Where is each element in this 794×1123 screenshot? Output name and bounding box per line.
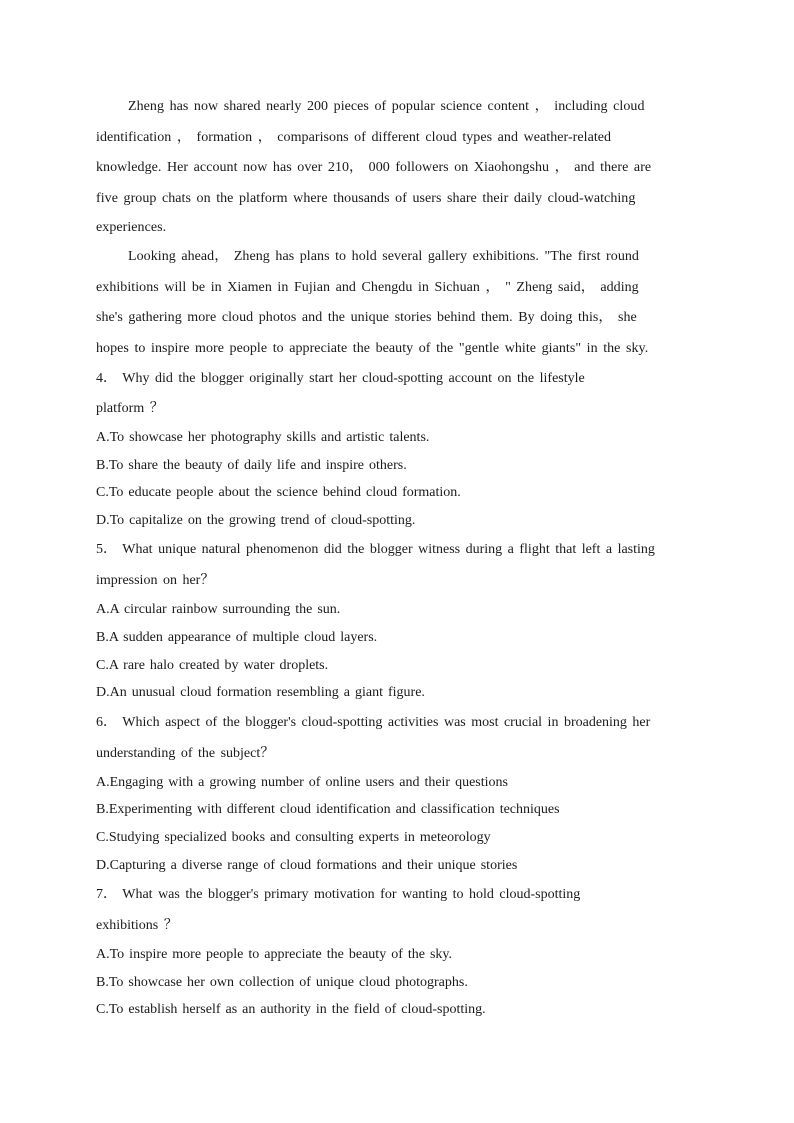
question-5 — [96, 534, 696, 706]
answer-option[interactable]: B.A sudden appearance of multiple cloud layers. — [96, 629, 378, 645]
answer-option[interactable]: B.Experimenting with different cloud identification and classification techniques — [96, 802, 560, 818]
passage-line: experiences. — [96, 220, 167, 235]
answer-option[interactable]: C.Studying specialized books and consulting experts in meteorology — [96, 829, 491, 845]
answer-option[interactable]: D.Capturing a diverse range of cloud formations and their unique stories — [96, 857, 518, 873]
passage-line: hopes to inspire more people to appreciate the beauty of the "gentle white giants" in the sky. — [96, 340, 649, 356]
question-7 — [96, 879, 696, 1024]
question-stem: impression on her？ — [96, 573, 215, 589]
answer-option[interactable]: B.To share the beauty of daily life and inspire others. — [96, 457, 407, 473]
passage-paragraph-1 — [96, 92, 696, 242]
passage-line: identification ， formation ， comparisons of different cloud types and weather-related — [96, 129, 612, 145]
question-stem: 7． What was the blogger's primary motivation for wanting to hold cloud-spotting — [96, 887, 581, 903]
question-6 — [96, 707, 696, 879]
question-4 — [96, 364, 696, 534]
answer-option[interactable]: C.To establish herself as an authority in the field of cloud-spotting. — [96, 1002, 486, 1018]
answer-option[interactable]: A.To showcase her photography skills and artistic talents. — [96, 430, 430, 445]
answer-option[interactable]: C.To educate people about the science behind cloud formation. — [96, 485, 461, 501]
question-stem: 5． What unique natural phenomenon did the blogger witness during a flight that left a lasting — [96, 542, 655, 558]
answer-option[interactable]: A.A circular rainbow surrounding the sun. — [96, 602, 341, 618]
answer-option[interactable]: A.Engaging with a growing number of online users and their questions — [96, 774, 508, 790]
answer-option[interactable]: A.To inspire more people to appreciate the beauty of the sky. — [96, 947, 452, 963]
answer-option[interactable]: D.To capitalize on the growing trend of cloud-spotting. — [96, 512, 416, 528]
answer-option[interactable]: C.A rare halo created by water droplets. — [96, 657, 329, 673]
passage-line: she's gathering more cloud photos and the unique stories behind them. By doing this， she — [96, 310, 637, 325]
question-stem: exhibitions ？ — [96, 918, 178, 934]
document-page — [96, 92, 696, 1024]
passage-line: Looking ahead， Zheng has plans to hold several gallery exhibitions. "The first round — [128, 249, 639, 264]
passage-paragraph-2 — [96, 242, 696, 364]
passage-line: Zheng has now shared nearly 200 pieces of popular science content ， including cloud — [128, 99, 645, 114]
passage-line: exhibitions will be in Xiamen in Fujian and Chengdu in Sichuan ， " Zheng said， adding — [96, 279, 639, 295]
question-stem: 4． Why did the blogger originally start her cloud-spotting account on the lifestyle — [96, 371, 585, 386]
answer-option[interactable]: D.An unusual cloud formation resembling a giant figure. — [96, 685, 425, 701]
passage-line: knowledge. Her account now has over 210， 000 followers on Xiaohongshu ， and there are — [96, 160, 652, 175]
answer-option[interactable]: B.To showcase her own collection of unique cloud photographs. — [96, 974, 468, 990]
question-stem: understanding of the subject？ — [96, 745, 275, 761]
question-stem: 6． Which aspect of the blogger's cloud-spotting activities was most crucial in broadening her — [96, 714, 651, 730]
question-stem: platform ？ — [96, 401, 164, 416]
passage-line: five group chats on the platform where thousands of users share their daily cloud-watching — [96, 190, 636, 206]
